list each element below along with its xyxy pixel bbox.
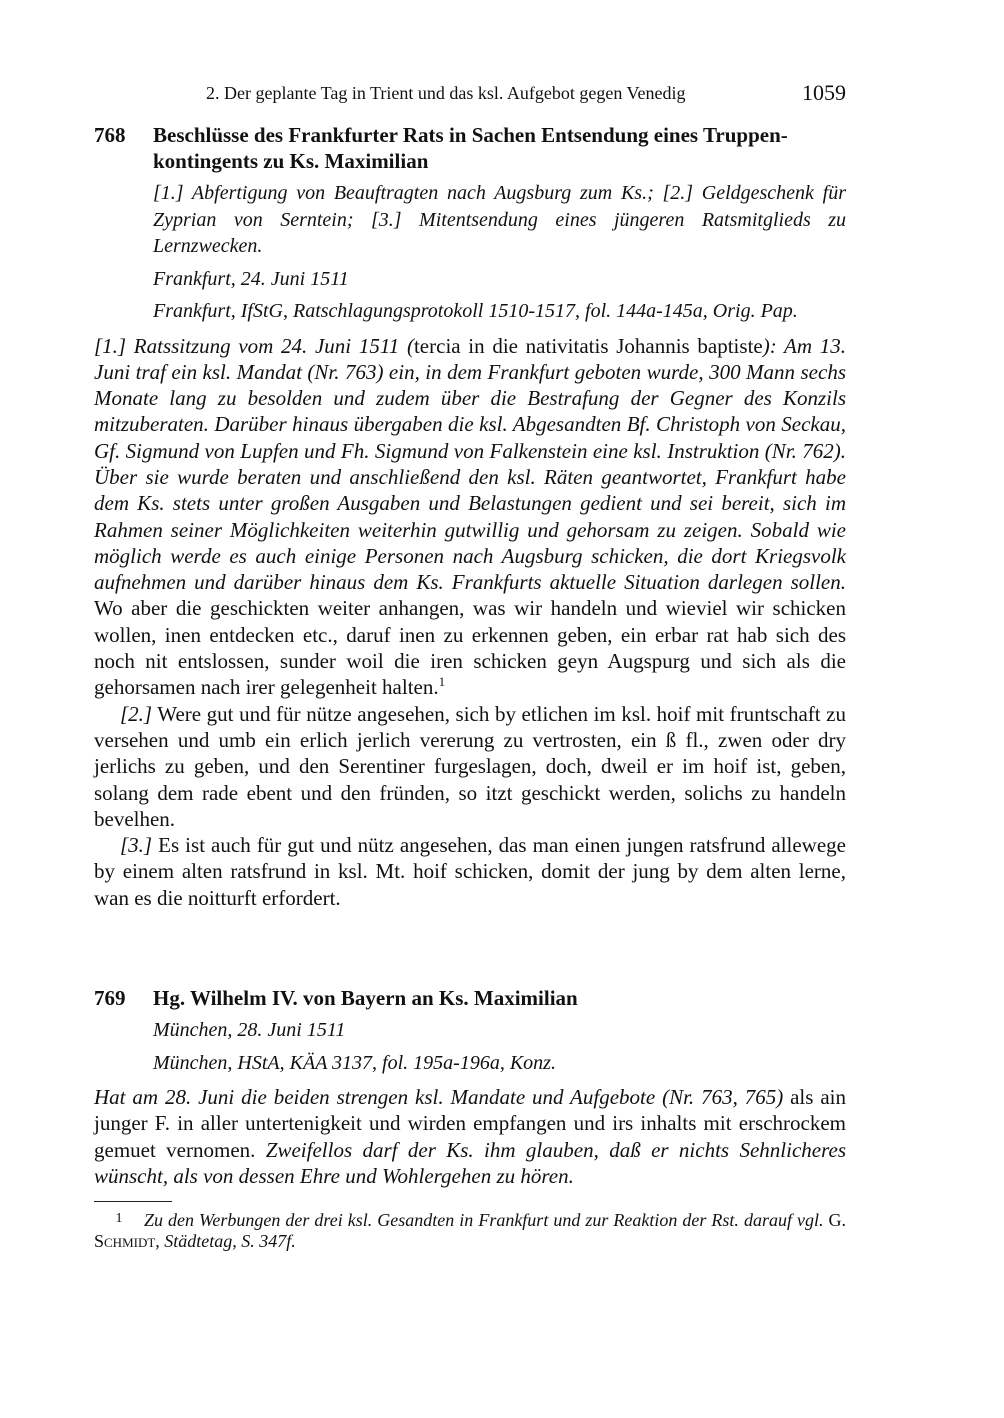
running-head-title: 2. Der geplante Tag in Trient und das ksl. Aufgebot gegen Venedig <box>206 83 686 103</box>
document-body <box>94 333 846 912</box>
paragraph-2 <box>94 701 846 832</box>
editorial-text: Hat am 28. Juni die beiden strengen ksl. Mandate und Aufgebote (Nr. 763, 765) <box>94 1085 784 1109</box>
document-768 <box>94 122 846 911</box>
document-heading <box>94 122 846 174</box>
editorial-text: Zweifellos darf der Ks. ihm glauben, daß er nichts Sehnlicheres wünscht, als von dessen Ehre und Wohlergehen zu hören. <box>94 1137 846 1188</box>
document-source: Frankfurt, IfStG, Ratschlagungsprotokoll 1510-1517, fol. 144a-145a, Orig. Pap. <box>153 300 798 322</box>
quoted-text: tercia in die nativitatis Johannis baptiste <box>413 333 763 358</box>
paragraph-1 <box>94 1084 846 1189</box>
quoted-text: Es ist auch für gut und nütz angesehen, das man einen jungen ratsfrund allewege by einem alten ratsfrund in ksl. Mt. hoif schicken, domit der jung by dem alten lerne, wan es die noitturft erfordert. <box>94 833 846 910</box>
quoted-text: als ain junger F. in aller untertenigkeit und wirden empfangen und irs inhalts mit erschrockem gemuet vernomen. <box>94 1085 846 1162</box>
footnote-author-initial: G. <box>823 1210 846 1230</box>
document-number: 769 <box>94 986 126 1010</box>
section-mark: [3.] <box>120 833 153 858</box>
section-mark: [2.] <box>120 701 153 726</box>
document-heading <box>94 985 846 1011</box>
document-source: München, HStA, KÄA 3137, fol. 195a-196a, Konz. <box>153 1051 556 1074</box>
document-title: Beschlüsse des Frankfurter Rats in Sachen Entsendung eines Truppenkontingents zu Ks. Maximilian <box>153 123 788 173</box>
quoted-text: Were gut und für nütze angesehen, sich by etlichen im ksl. hoif mit fruntschaft zu versehen und umb ein erlich jerlich vererung zu vertrosten, ein ß fl., zwen oder dry jerlichs zu geben, und den Serentiner furgeslagen, doch, dweil er im hoif ist, geben, solang dem rade ebent und den fründen, so itzt geschickt werden, solichs zu handeln bevelhen. <box>94 701 846 831</box>
running-head <box>94 80 846 108</box>
document-number: 768 <box>94 123 126 147</box>
document-regest: [1.] Abfertigung von Beauftragten nach Augsburg zum Ks.; [2.] Geldgeschenk für Zyprian von Serntein; [3.] Mitentsendung eines jüngeren Ratsmitglieds zu Lernzwecken. <box>153 182 846 257</box>
quoted-text: Wo aber die geschickten weiter anhangen, was wir handeln und wieviel wir schicken wollen, inen entdecken etc., daruf inen zu erkennen geben, ein erbar rat hab sich des noch nit entslossen, sunder woil die iren schicken geyn Augspurg und sich als die gehorsamen nach irer gelegenheit halten. <box>94 596 846 700</box>
footnote-divider <box>94 1201 172 1202</box>
document-date: München, 28. Juni 1511 <box>153 1019 346 1041</box>
page-number: 1059 <box>802 80 846 105</box>
document-body <box>94 1084 846 1189</box>
footnote-number: 1 <box>115 1211 123 1226</box>
document-769 <box>94 985 846 1189</box>
paragraph-1 <box>94 333 846 701</box>
document-date: Frankfurt, 24. Juni 1511 <box>153 267 349 290</box>
paragraph-3 <box>94 832 846 911</box>
footnote-reference[interactable]: 1 <box>438 674 446 690</box>
document-title: Hg. Wilhelm IV. von Bayern an Ks. Maximilian <box>153 986 578 1010</box>
footnote-text: Zu den Werbungen der drei ksl. Gesandten in Frankfurt und zur Reaktion der Rst. darauf vgl. <box>144 1210 824 1230</box>
footnote-citation: , Städtetag, S. 347f. <box>155 1231 296 1251</box>
editorial-text: [1.] Ratssitzung vom 24. Juni 1511 ( <box>94 333 414 358</box>
footnote-author-name: Schmidt <box>94 1231 156 1251</box>
footnote <box>94 1208 846 1252</box>
editorial-text: ): Am 13. Juni traf ein ksl. Mandat (Nr. 763) ein, in dem Frankfurt geboten wurde, 300 Mann sechs Monate lang zu besolden und zudem über die Bestrafung der Gegner des Konzils mitzuberaten. Darüber hinaus übergaben die ksl. Abgesandten Bf. Christoph von Seckau, Gf. Sigmund von Lupfen und Fh. Sigmund von Falkenstein eine ksl. Instruktion (Nr. 762). Über sie wurde beraten und anschließend den ksl. Räten geantwortet, Frankfurt habe dem Ks. stets unter großen Ausgaben und Belastungen gedient und sei bereit, sich im Rahmen seiner Möglichkeiten weiterhin gutwillig und gehorsam zu zeigen. Sobald wie möglich werde es auch einige Personen nach Augsburg schicken, die dort Kriegsvolk aufnehmen und darüber hinaus dem Ks. Frankfurts aktuelle Situation darlegen sollen. <box>94 333 846 595</box>
